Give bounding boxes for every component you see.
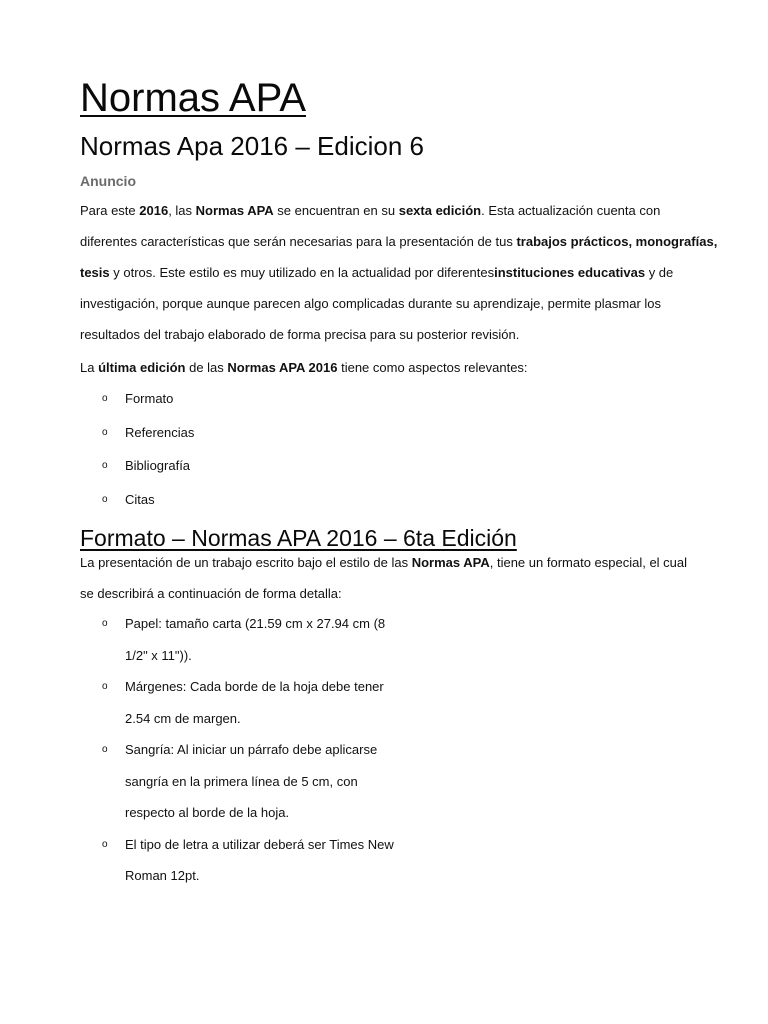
list-item: o Papel: tamaño carta (21.59 cm x 27.94 cm (8 1/2" x 11")). — [80, 608, 405, 671]
bullet-icon: o — [102, 426, 108, 438]
edition-paragraph: La última edición de las Normas APA 2016 tiene como aspectos relevantes: — [80, 360, 528, 375]
page-subtitle: Normas Apa 2016 – Edicion 6 — [80, 131, 424, 161]
list-item: o Citas — [80, 484, 194, 518]
format-intro-paragraph: La presentación de un trabajo escrito bajo el estilo de las Normas APA, tiene un formato especial, el cual se describirá a continuación de forma detalla: — [80, 555, 688, 601]
list-item: o Formato — [80, 383, 194, 417]
ad-label: Anuncio — [80, 173, 136, 189]
list-item: o Márgenes: Cada borde de la hoja debe tener 2.54 cm de margen. — [80, 671, 405, 734]
aspects-list — [80, 383, 194, 517]
page-title: Normas APA — [80, 76, 306, 120]
bullet-icon: o — [102, 681, 108, 692]
list-item: o Sangría: Al iniciar un párrafo debe aplicarse sangría en la primera línea de 5 cm, con respecto al borde de la hoja. — [80, 734, 405, 829]
list-item: o Bibliografía — [80, 450, 194, 484]
list-item: o El tipo de letra a utilizar deberá ser Times New Roman 12pt. — [80, 829, 405, 892]
bullet-icon: o — [102, 744, 108, 755]
bullet-icon: o — [102, 618, 108, 629]
format-list — [80, 608, 405, 892]
format-heading: Formato – Normas APA 2016 – 6ta Edición — [80, 525, 517, 551]
bullet-icon: o — [102, 493, 108, 505]
list-item: o Referencias — [80, 417, 194, 451]
bullet-icon: o — [102, 460, 108, 471]
bullet-icon: o — [102, 838, 108, 850]
intro-paragraph: Para este 2016, las Normas APA se encuentran en su sexta edición. Esta actualización cuenta con diferentes características que serán necesarias para la presentación de tus trabajos prácticos, monografías, tesis y otros. Este estilo es muy utilizado en la actualidad por diferentesinstituciones educativas y de investigación, porque aunque parecen algo complicadas durante su aprendizaje, permite plasmar los resultados del trabajo elaborado de forma precisa para su posterior revisión. — [80, 203, 718, 342]
bullet-icon: o — [102, 393, 108, 404]
